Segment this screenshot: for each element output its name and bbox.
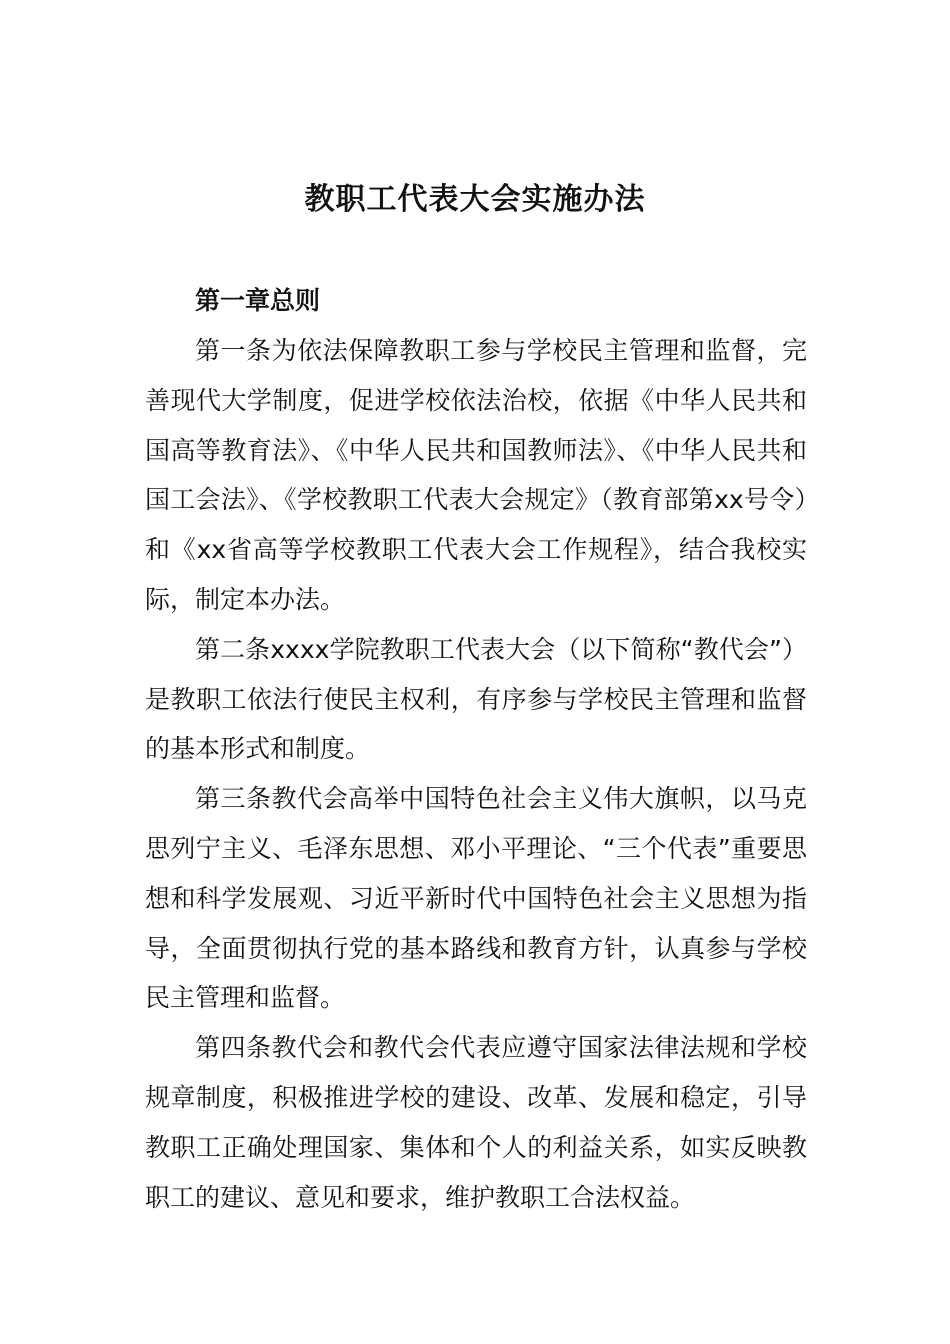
document-body — [145, 276, 807, 1222]
chapter-heading: 第一章总则 — [195, 286, 321, 315]
article-1-paragraph: 第一条为依法保障教职工参与学校民主管理和监督，完善现代大学制度，促进学校依法治校，依据《中华人民共和国高等教育法》、《中华人民共和国教师法》、《中华人民共和国工会法》、《学校教职工代表大会规定》（教育部第xx号令）和《xx省高等学校教职工代表大会工作规程》，结合我校实际，制定本办法。 — [145, 336, 807, 614]
document-title: 教职工代表大会实施办法 — [304, 182, 646, 217]
article-2-paragraph: 第二条xxxx学院教职工代表大会（以下简称“教代会”）是教职工依法行使民主权利，有序参与学校民主管理和监督的基本形式和制度。 — [145, 634, 807, 764]
article-4-paragraph: 第四条教代会和教代会代表应遵守国家法律法规和学校规章制度，积极推进学校的建设、改革、发展和稳定，引导教职工正确处理国家、集体和个人的利益关系，如实反映教职工的建议、意见和要求，维护教职工合法权益。 — [145, 1033, 807, 1212]
article-3-paragraph: 第三条教代会高举中国特色社会主义伟大旗帜，以马克思列宁主义、毛泽东思想、邓小平理论、“三个代表”重要思想和科学发展观、习近平新时代中国特色社会主义思想为指导，全面贯彻执行党的基本路线和教育方针，认真参与学校民主管理和监督。 — [145, 784, 807, 1013]
